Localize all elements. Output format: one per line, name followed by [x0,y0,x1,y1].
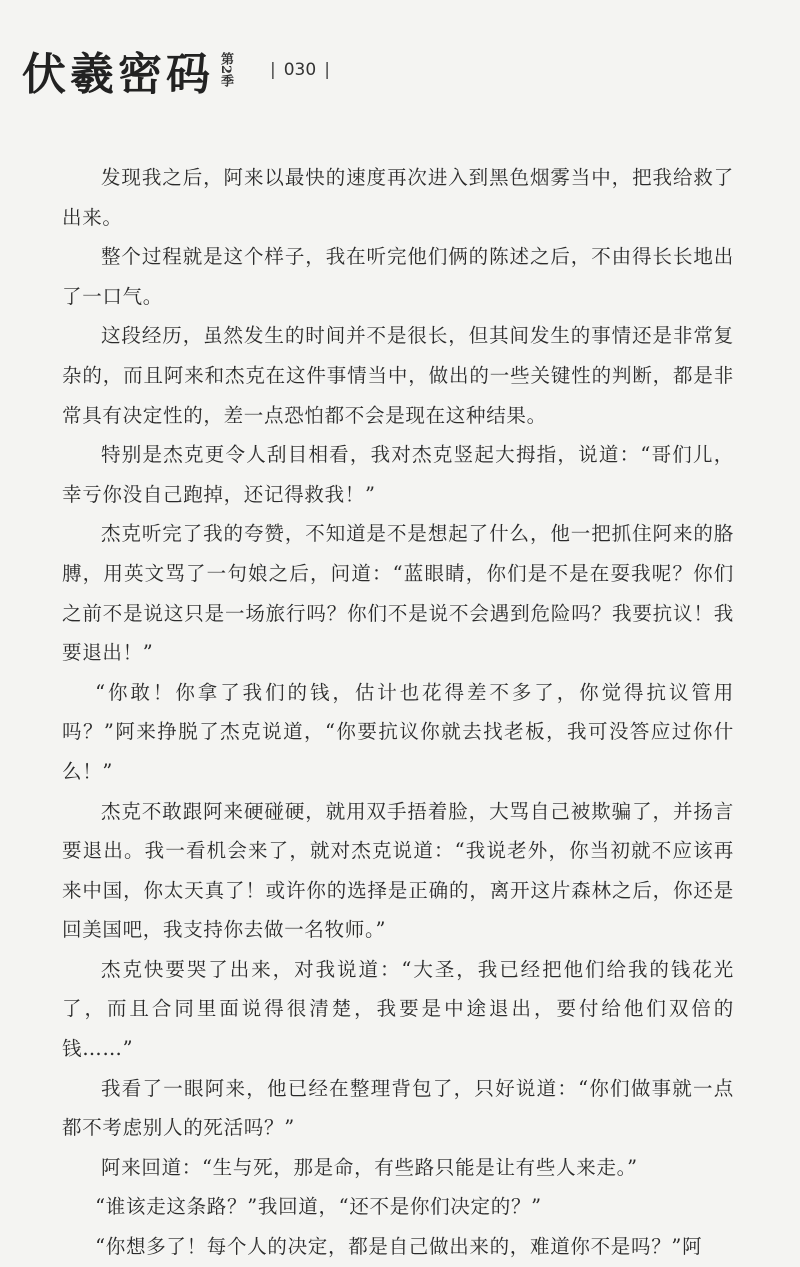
paragraph: 杰克不敢跟阿来硬碰硬，就用双手捂着脸，大骂自己被欺骗了，并扬言要退出。我一看机会来了，就对杰克说道：“我说老外，你当初就不应该再来中国，你太天真了！或许你的选择是正确的，离开这片森林之后，你还是回美国吧，我支持你去做一名牧师。” [62,799,734,942]
book-title: 伏羲密码 [22,49,214,100]
paragraph: “你想多了！每个人的决定，都是自己做出来的，难道你不是吗？”阿 [95,1235,703,1259]
page-header [22,38,366,102]
paragraph: 杰克快要哭了出来，对我说道：“大圣，我已经把他们给我的钱花光了，而且合同里面说得很清楚，我要是中途退出，要付给他们双倍的钱……” [62,957,734,1061]
paragraph: 整个过程就是这个样子，我在听完他们俩的陈述之后，不由得长长地出了一口气。 [62,245,734,308]
season-label: 第2季 [218,52,233,88]
body-text [62,158,734,1267]
paragraph: 阿来回道：“生与死，那是命，有些路只能是让有些人来走。” [101,1155,638,1179]
paragraph: 这段经历，虽然发生的时间并不是很长，但其间发生的事情还是非常复杂的，而且阿来和杰克在这件事情当中，做出的一些关键性的判断，都是非常具有决定性的，差一点恐怕都不会是现在这种结果。 [62,324,734,427]
paragraph: 我看了一眼阿来，他已经在整理背包了，只好说道：“你们做事就一点都不考虑别人的死活吗？” [62,1076,734,1140]
paragraph: “你敢！你拿了我们的钱，估计也花得差不多了，你觉得抗议管用吗？”阿来挣脱了杰克说道，“你要抗议你就去找老板，我可没答应过你什么！” [62,680,734,783]
paragraph: “谁该走这条路？”我回道，“还不是你们决定的？” [95,1195,542,1219]
paragraph: 发现我之后，阿来以最快的速度再次进入到黑色烟雾当中，把我给救了出来。 [62,166,734,229]
paragraph: 杰克听完了我的夸赞，不知道是不是想起了什么，他一把抓住阿来的胳膊，用英文骂了一句娘之后，问道：“蓝眼睛，你们是不是在耍我呢？你们之前不是说这只是一场旅行吗？你们不是说不会遇到危险吗？我要抗议！我要退出！” [62,522,734,665]
page-number-value: 030 [283,60,317,80]
paragraph: 特别是杰克更令人刮目相看，我对杰克竖起大拇指，说道：“哥们儿，幸亏你没自己跑掉，还记得救我！” [62,443,734,506]
page-number: | 030 | [270,60,330,80]
